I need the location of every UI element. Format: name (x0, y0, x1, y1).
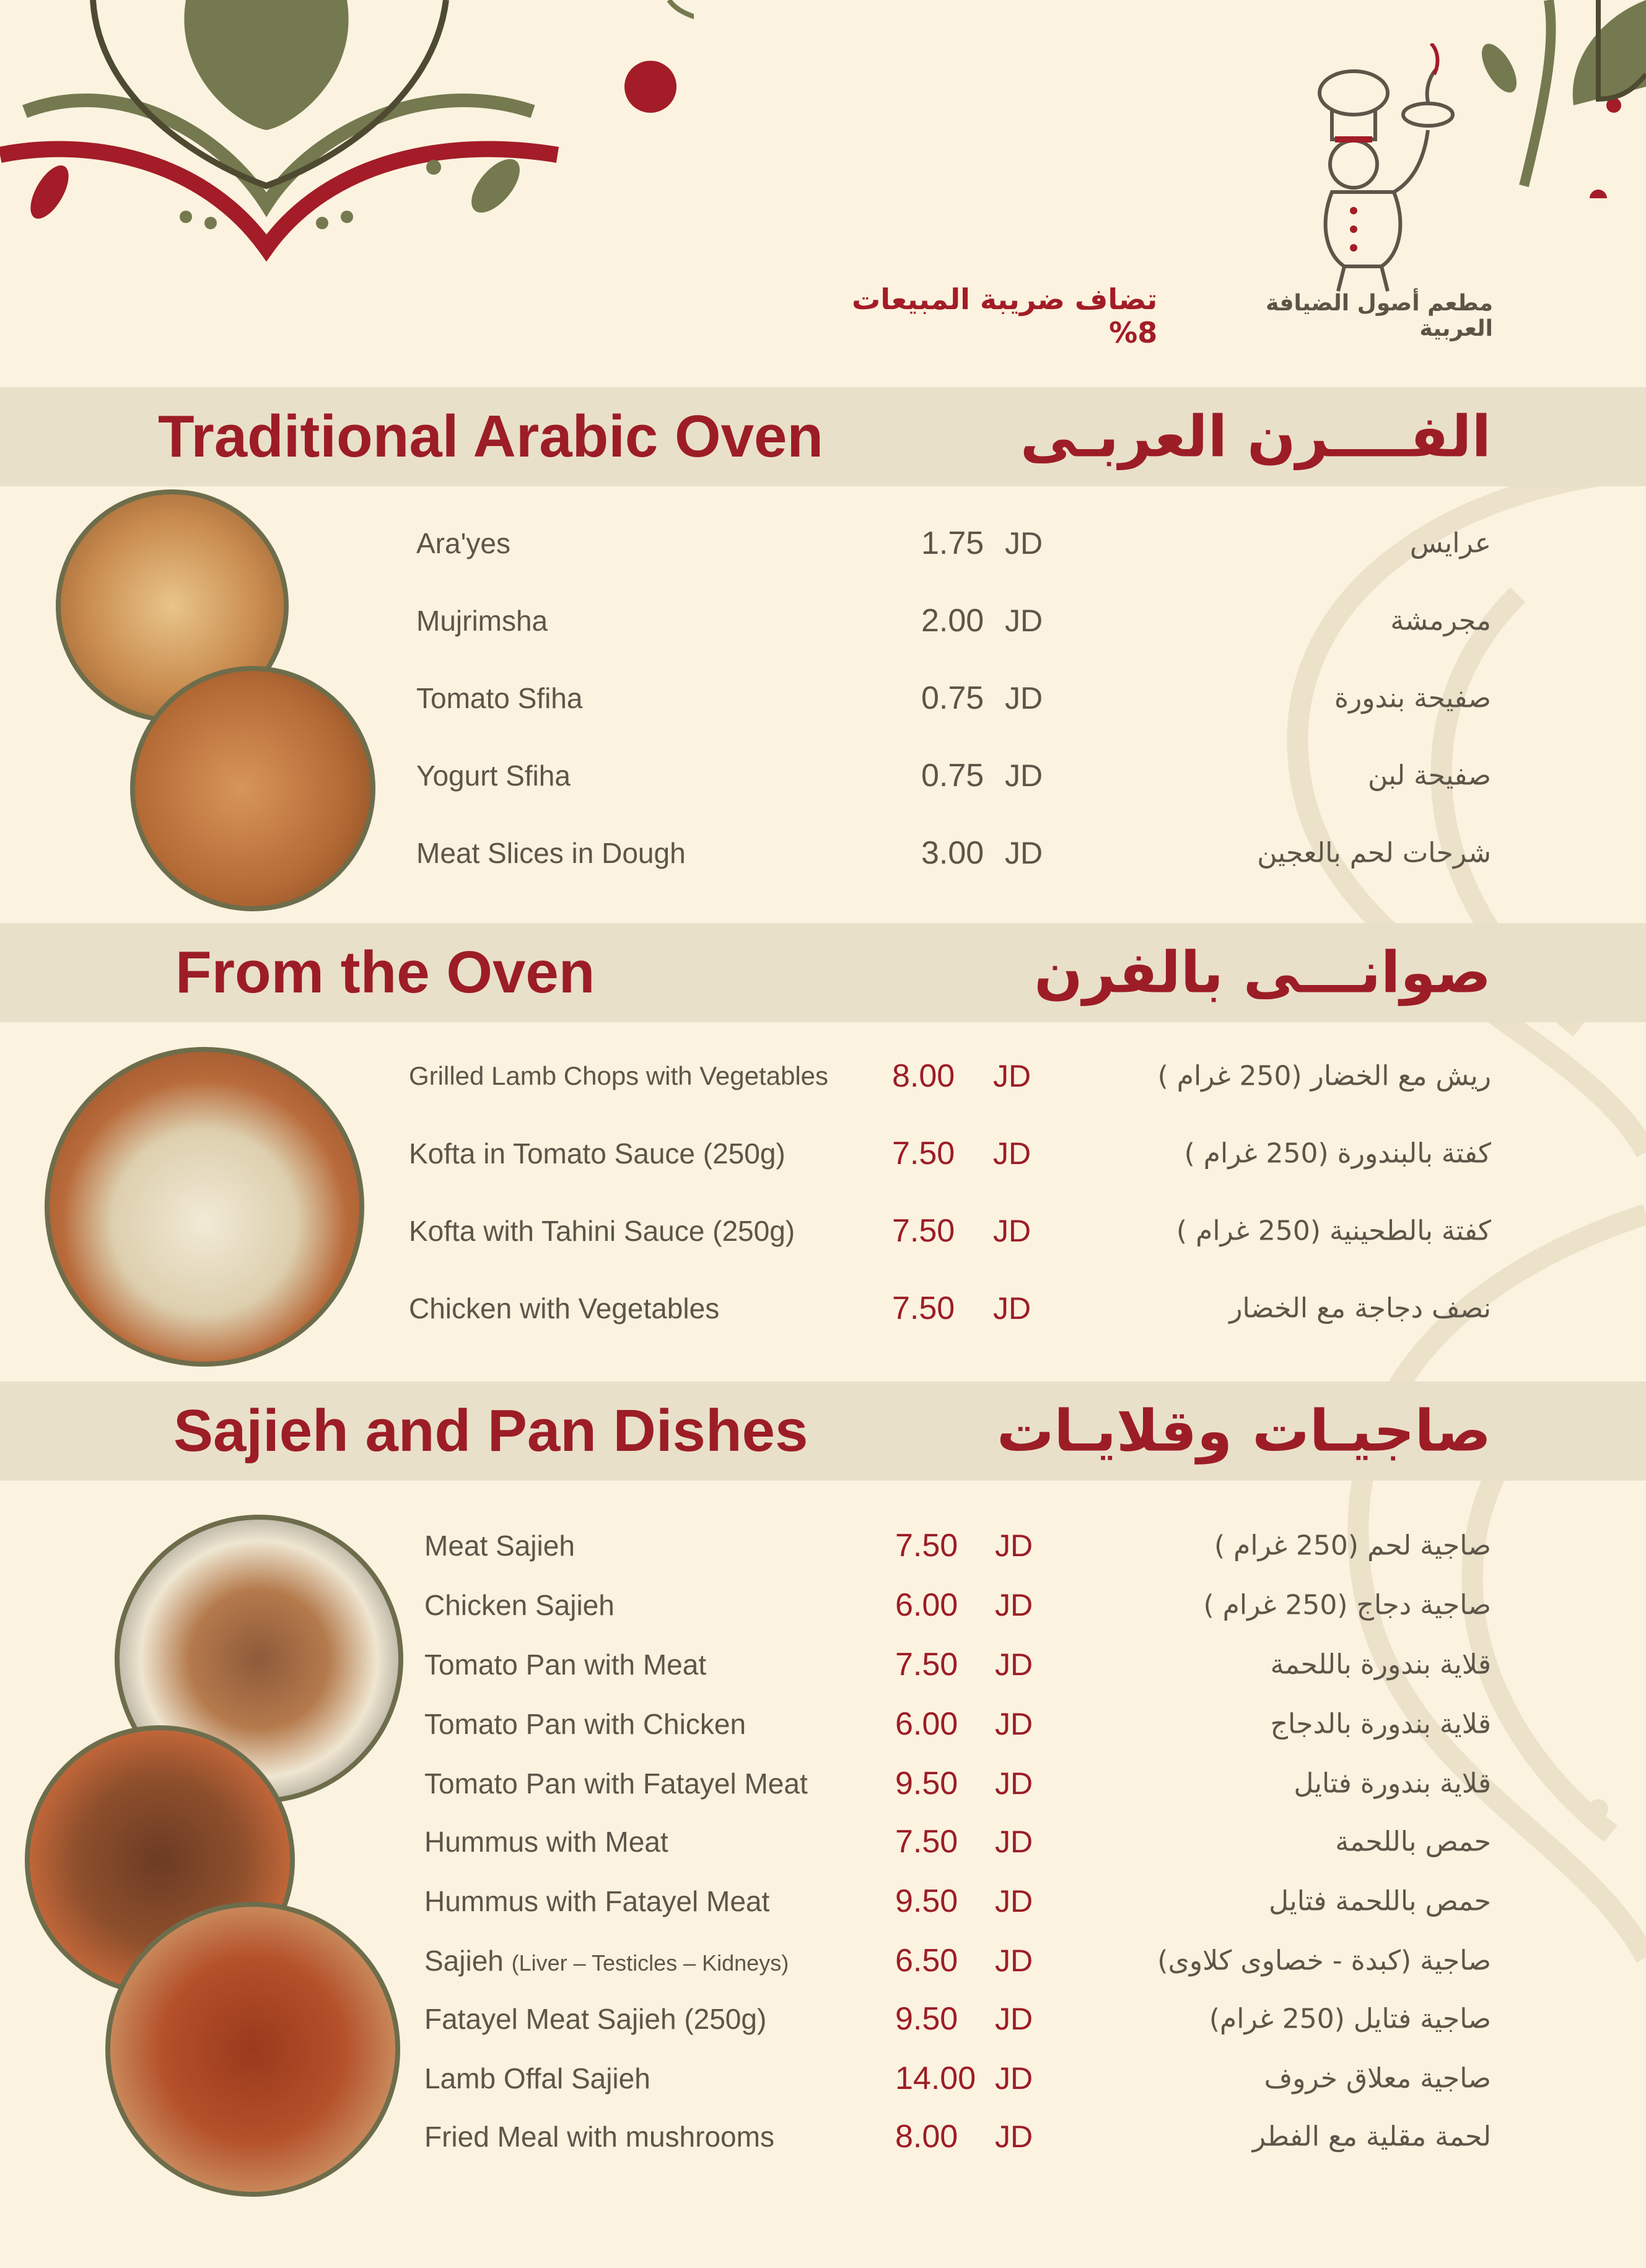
item-name-en: Kofta with Tahini Sauce (250g) (409, 1215, 795, 1247)
item-name-en: Tomato Sfiha (416, 682, 583, 714)
item-name-en: Lamb Offal Sajieh (424, 2062, 650, 2095)
menu-item (0, 1048, 1646, 1104)
item-name-en: Fatayel Meat Sajieh (250g) (424, 2003, 767, 2035)
item-name-ar: ريش مع الخضار (250 غرام ) (1157, 1060, 1491, 1092)
menu-item (0, 1814, 1646, 1870)
item-currency: JD (995, 2002, 1033, 2036)
item-price: 8.00 (895, 2119, 958, 2155)
menu-item (0, 1991, 1646, 2047)
item-name-ar: نصف دجاجة مع الخضار (1229, 1292, 1491, 1324)
item-name-ar: صاجية لحم (250 غرام ) (1214, 1530, 1491, 1562)
section-header-traditional-oven (0, 387, 1646, 486)
tax-note: تضاف ضريبة المبيعات 8% (851, 282, 1158, 349)
item-currency: JD (1005, 526, 1043, 561)
item-currency: JD (993, 1059, 1031, 1093)
item-currency: JD (995, 1943, 1033, 1978)
item-name-en (424, 1944, 789, 1977)
item-name-en: Chicken Sajieh (424, 1589, 615, 1621)
item-name-en: Grilled Lamb Chops with Vegetables (409, 1061, 829, 1090)
menu-item (0, 670, 1646, 726)
item-name-en: Tomato Pan with Chicken (424, 1708, 746, 1740)
item-currency: JD (993, 1136, 1031, 1171)
item-currency: JD (993, 1214, 1031, 1248)
item-currency: JD (1005, 681, 1043, 716)
item-name-ar: قلاية بندورة بالدجاج (1270, 1708, 1491, 1740)
item-name-note: (Liver – Testicles – Kidneys) (511, 1950, 789, 1976)
item-name-en: Tomato Pan with Meat (424, 1648, 707, 1681)
item-price: 6.00 (895, 1706, 958, 1742)
item-name-en: Chicken with Vegetables (409, 1292, 720, 1324)
item-name-ar: حمص باللحمة (1335, 1826, 1491, 1858)
ornament-top-left (0, 0, 694, 285)
item-currency: JD (995, 1884, 1033, 1919)
item-name-en: Meat Slices in Dough (416, 837, 686, 869)
item-price: 2.00 (921, 603, 984, 639)
item-name-en: Fried Meal with mushrooms (424, 2121, 774, 2153)
item-currency: JD (993, 1291, 1031, 1326)
item-name-en: Hummus with Meat (424, 1826, 668, 1858)
item-currency: JD (995, 1647, 1033, 1682)
section-title-en: Sajieh and Pan Dishes (173, 1398, 808, 1464)
item-price: 0.75 (921, 758, 984, 794)
chef-logo-icon (1307, 43, 1456, 297)
item-currency: JD (995, 2119, 1033, 2154)
item-price: 7.50 (892, 1290, 955, 1326)
menu-item (0, 1577, 1646, 1633)
item-name-ar: صاجية دجاج (250 غرام ) (1203, 1589, 1491, 1621)
section-title-ar: الفــــرن العربـى (1020, 403, 1491, 470)
menu-item (0, 1281, 1646, 1336)
ornament-top-right (1474, 0, 1646, 198)
item-price: 7.50 (895, 1647, 958, 1683)
item-price: 0.75 (921, 680, 984, 716)
item-currency: JD (995, 1707, 1033, 1741)
menu-item (0, 515, 1646, 571)
item-name-en: Ara'yes (416, 527, 510, 559)
menu-item (0, 2109, 1646, 2165)
menu-item (0, 1756, 1646, 1811)
item-price: 9.50 (895, 1883, 958, 1919)
menu-item (0, 2051, 1646, 2106)
item-price: 7.50 (892, 1136, 955, 1171)
item-price: 7.50 (892, 1213, 955, 1249)
section-header-from-oven (0, 923, 1646, 1022)
item-price: 9.50 (895, 1766, 958, 1802)
menu-item (0, 1637, 1646, 1692)
item-currency: JD (1005, 758, 1043, 793)
item-price: 8.00 (892, 1058, 955, 1094)
item-name-ar: كفتة بالطحينية (250 غرام ) (1176, 1215, 1491, 1247)
item-name-ar: صفيحة لبن (1367, 760, 1491, 792)
item-name-en: Tomato Pan with Fatayel Meat (424, 1767, 808, 1800)
item-price: 6.50 (895, 1943, 958, 1979)
item-name-ar: صفيحة بندورة (1334, 682, 1491, 714)
item-currency: JD (1005, 836, 1043, 870)
item-name-en: Yogurt Sfiha (416, 760, 571, 792)
item-name-ar: لحمة مقلية مع الفطر (1252, 2121, 1491, 2153)
item-currency: JD (995, 1528, 1033, 1563)
header-line (805, 282, 1493, 349)
section-title-ar: صاجيـات وقلايـات (996, 1398, 1491, 1465)
item-currency: JD (995, 1824, 1033, 1859)
item-name-ar: صاجية معلاق خروف (1264, 2062, 1491, 2095)
section-header-sajieh (0, 1381, 1646, 1481)
item-currency: JD (995, 1766, 1033, 1801)
item-name-ar: شرحات لحم بالعجين (1257, 837, 1491, 869)
item-name-ar: حمص باللحمة فتايل (1269, 1885, 1491, 1917)
item-name-en: Hummus with Fatayel Meat (424, 1885, 770, 1917)
menu-item (0, 1696, 1646, 1752)
item-name-ar: قلاية بندورة باللحمة (1270, 1648, 1491, 1681)
item-price: 7.50 (895, 1824, 958, 1860)
item-name-ar: قلاية بندورة فتايل (1294, 1767, 1491, 1800)
section-title-en: From the Oven (175, 939, 595, 1005)
menu-item (0, 1126, 1646, 1181)
item-name-ar: كفتة بالبندورة (250 غرام ) (1184, 1137, 1491, 1170)
menu-item (0, 825, 1646, 881)
menu-item (0, 1933, 1646, 1989)
menu-item (0, 748, 1646, 803)
item-currency: JD (995, 1588, 1033, 1622)
item-name-ar: مجرمشة (1390, 605, 1491, 637)
item-name-en: Kofta in Tomato Sauce (250g) (409, 1137, 786, 1170)
section-title-en: Traditional Arabic Oven (158, 403, 824, 470)
menu-item (0, 1518, 1646, 1574)
item-name-main: Sajieh (424, 1945, 504, 1977)
menu-item (0, 1203, 1646, 1259)
restaurant-name: مطعم أصول الضيافة العربية (1266, 291, 1493, 341)
item-price: 1.75 (921, 525, 984, 561)
menu-item (0, 1873, 1646, 1929)
item-name-ar: صاجية (كبدة - خصاوى كلاوى) (1157, 1945, 1491, 1977)
item-price: 9.50 (895, 2001, 958, 2037)
item-name-ar: عرايس (1409, 527, 1491, 559)
item-price: 3.00 (921, 835, 984, 871)
item-name-ar: صاجية فتايل (250 غرام) (1209, 2003, 1491, 2035)
section-title-ar: صوانـــى بالفرن (1034, 939, 1491, 1006)
item-currency: JD (995, 2061, 1033, 2096)
item-name-en: Meat Sajieh (424, 1530, 575, 1562)
item-price: 14.00 (895, 2060, 976, 2096)
item-currency: JD (1005, 603, 1043, 638)
menu-item (0, 593, 1646, 649)
item-price: 7.50 (895, 1528, 958, 1564)
item-name-en: Mujrimsha (416, 605, 548, 637)
item-price: 6.00 (895, 1587, 958, 1623)
